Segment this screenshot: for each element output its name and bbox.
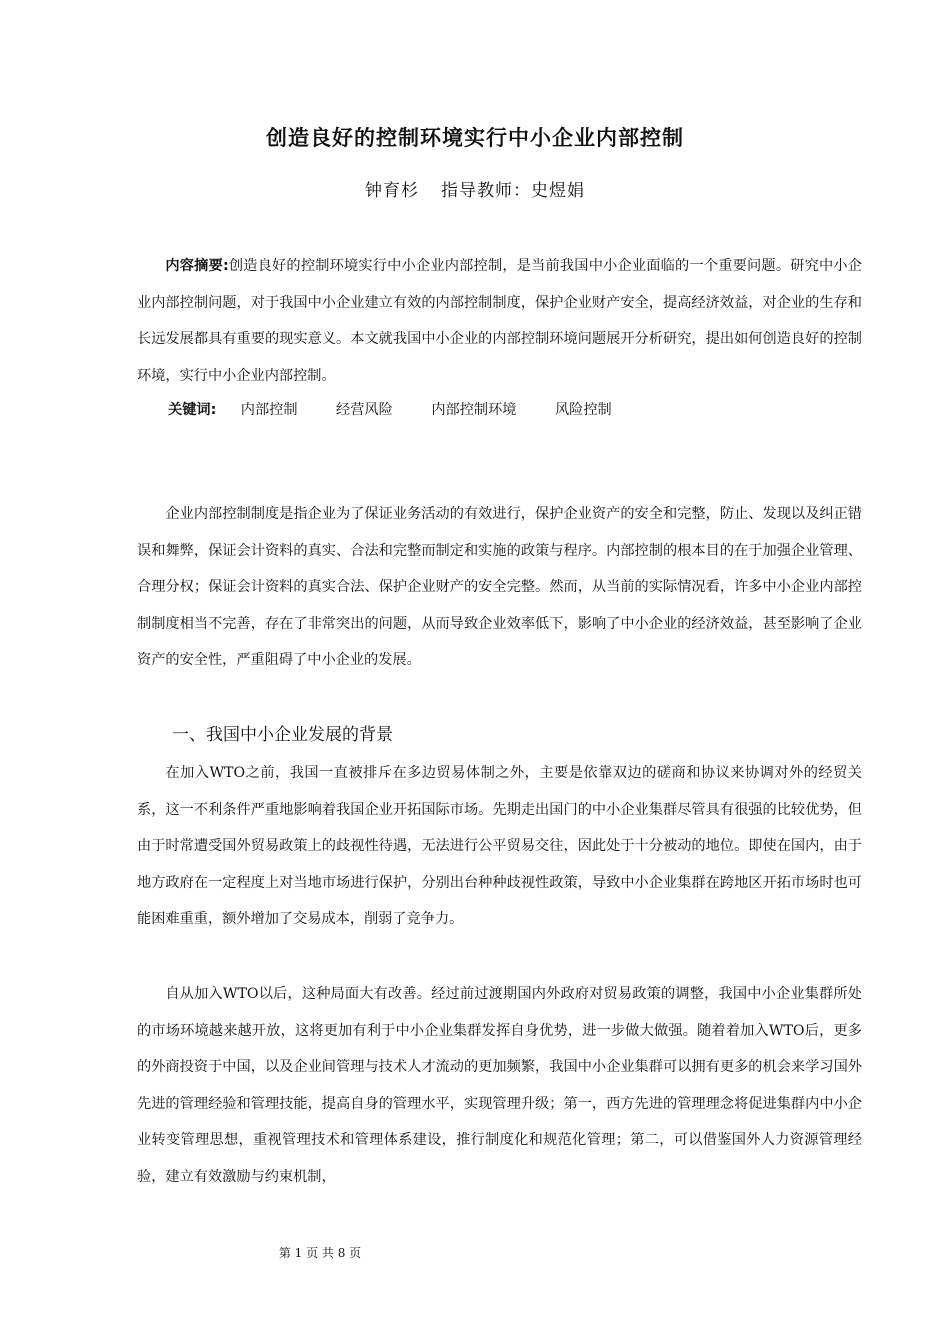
keywords-line [168, 392, 646, 428]
author-line [0, 176, 950, 201]
intro-paragraph: 企业内部控制制度是指企业为了保证业务活动的有效进行，保护企业资产的安全和完整，防止、发现以及纠正错误和舞弊，保证会计资料的真实、合法和完整而制定和实施的政策与程序。内部控制的根本目的在于加强企业管理、合理分权；保证会计资料的真实合法、保护企业财产的安全完整。然而，从当前的实际情况看，许多中小企业内部控制制度相当不完善，存在了非常突出的问题，从而导致企业效率低下，影响了中小企业的经济效益，甚至影响了企业资产的安全性，严重阻碍了中小企业的发展。 [137, 506, 862, 669]
section-heading: 一、我国中小企业发展的背景 [172, 725, 393, 745]
abstract-label: 内容摘要: [165, 258, 229, 274]
body-paragraph: 在加入WTO之前，我国一直被排斥在多边贸易体制之外，主要是依靠双边的磋商和协议来协调对外的经贸关系，这一不利条件严重地影响着我国企业开拓国际市场。先期走出国门的中小企业集群尽管具有很强的比较优势，但由于时常遭受国外贸易政策上的歧视性待遇，无法进行公平贸易交往，因此处于十分被动的地位。即使在国内，由于地方政府在一定程度上对当地市场进行保护，分别出台种种歧视性政策，导致中小企业集群在跨地区开拓市场时也可能困难重重，额外增加了交易成本，削弱了竞争力。 [137, 765, 862, 928]
keyword-item: 内部控制环境 [431, 402, 517, 418]
keywords-label: 关键词: [168, 402, 217, 418]
advisor-name: 指导教师：史煜娟 [441, 181, 585, 201]
keyword-item: 经营风险 [336, 402, 393, 418]
abstract-text: 创造良好的控制环境实行中小企业内部控制，是当前我国中小企业面临的一个重要问题。研究中小企业内部控制问题，对于我国中小企业建立有效的内部控制制度，保护企业财产安全，提高经济效益，对企业的生存和长远发展都具有重要的现实意义。本文就我国中小企业的内部控制环境问题展开分析研究，提出如何创造良好的控制环境，实行中小企业内部控制。 [137, 258, 862, 384]
page-footer: 第 1 页 共 8 页 [278, 1246, 362, 1260]
keyword-item: 风险控制 [554, 402, 612, 418]
keyword-item: 内部控制 [240, 402, 298, 418]
abstract-paragraph [137, 248, 862, 394]
author-name: 钟育杉 [365, 181, 419, 201]
document-title: 创造良好的控制环境实行中小企业内部控制 [266, 126, 684, 150]
body-paragraph: 自从加入WTO以后，这种局面大有改善。经过前过渡期国内外政府对贸易政策的调整，我国中小企业集群所处的市场环境越来越开放，这将更加有利于中小企业集群发挥自身优势，进一步做大做强。随着着加入WTO后，更多的外商投资于中国，以及企业间管理与技术人才流动的更加频繁，我国中小企业集群可以拥有更多的机会来学习国外先进的管理经验和管理技能，提高自身的管理水平，实现管理升级；第一，西方先进的管理理念将促进集群内中小企业转变管理思想，重视管理技术和管理体系建设，推行制度化和规范化管理；第二，可以借鉴国外人力资源管理经验，建立有效激励与约束机制， [137, 986, 862, 1185]
